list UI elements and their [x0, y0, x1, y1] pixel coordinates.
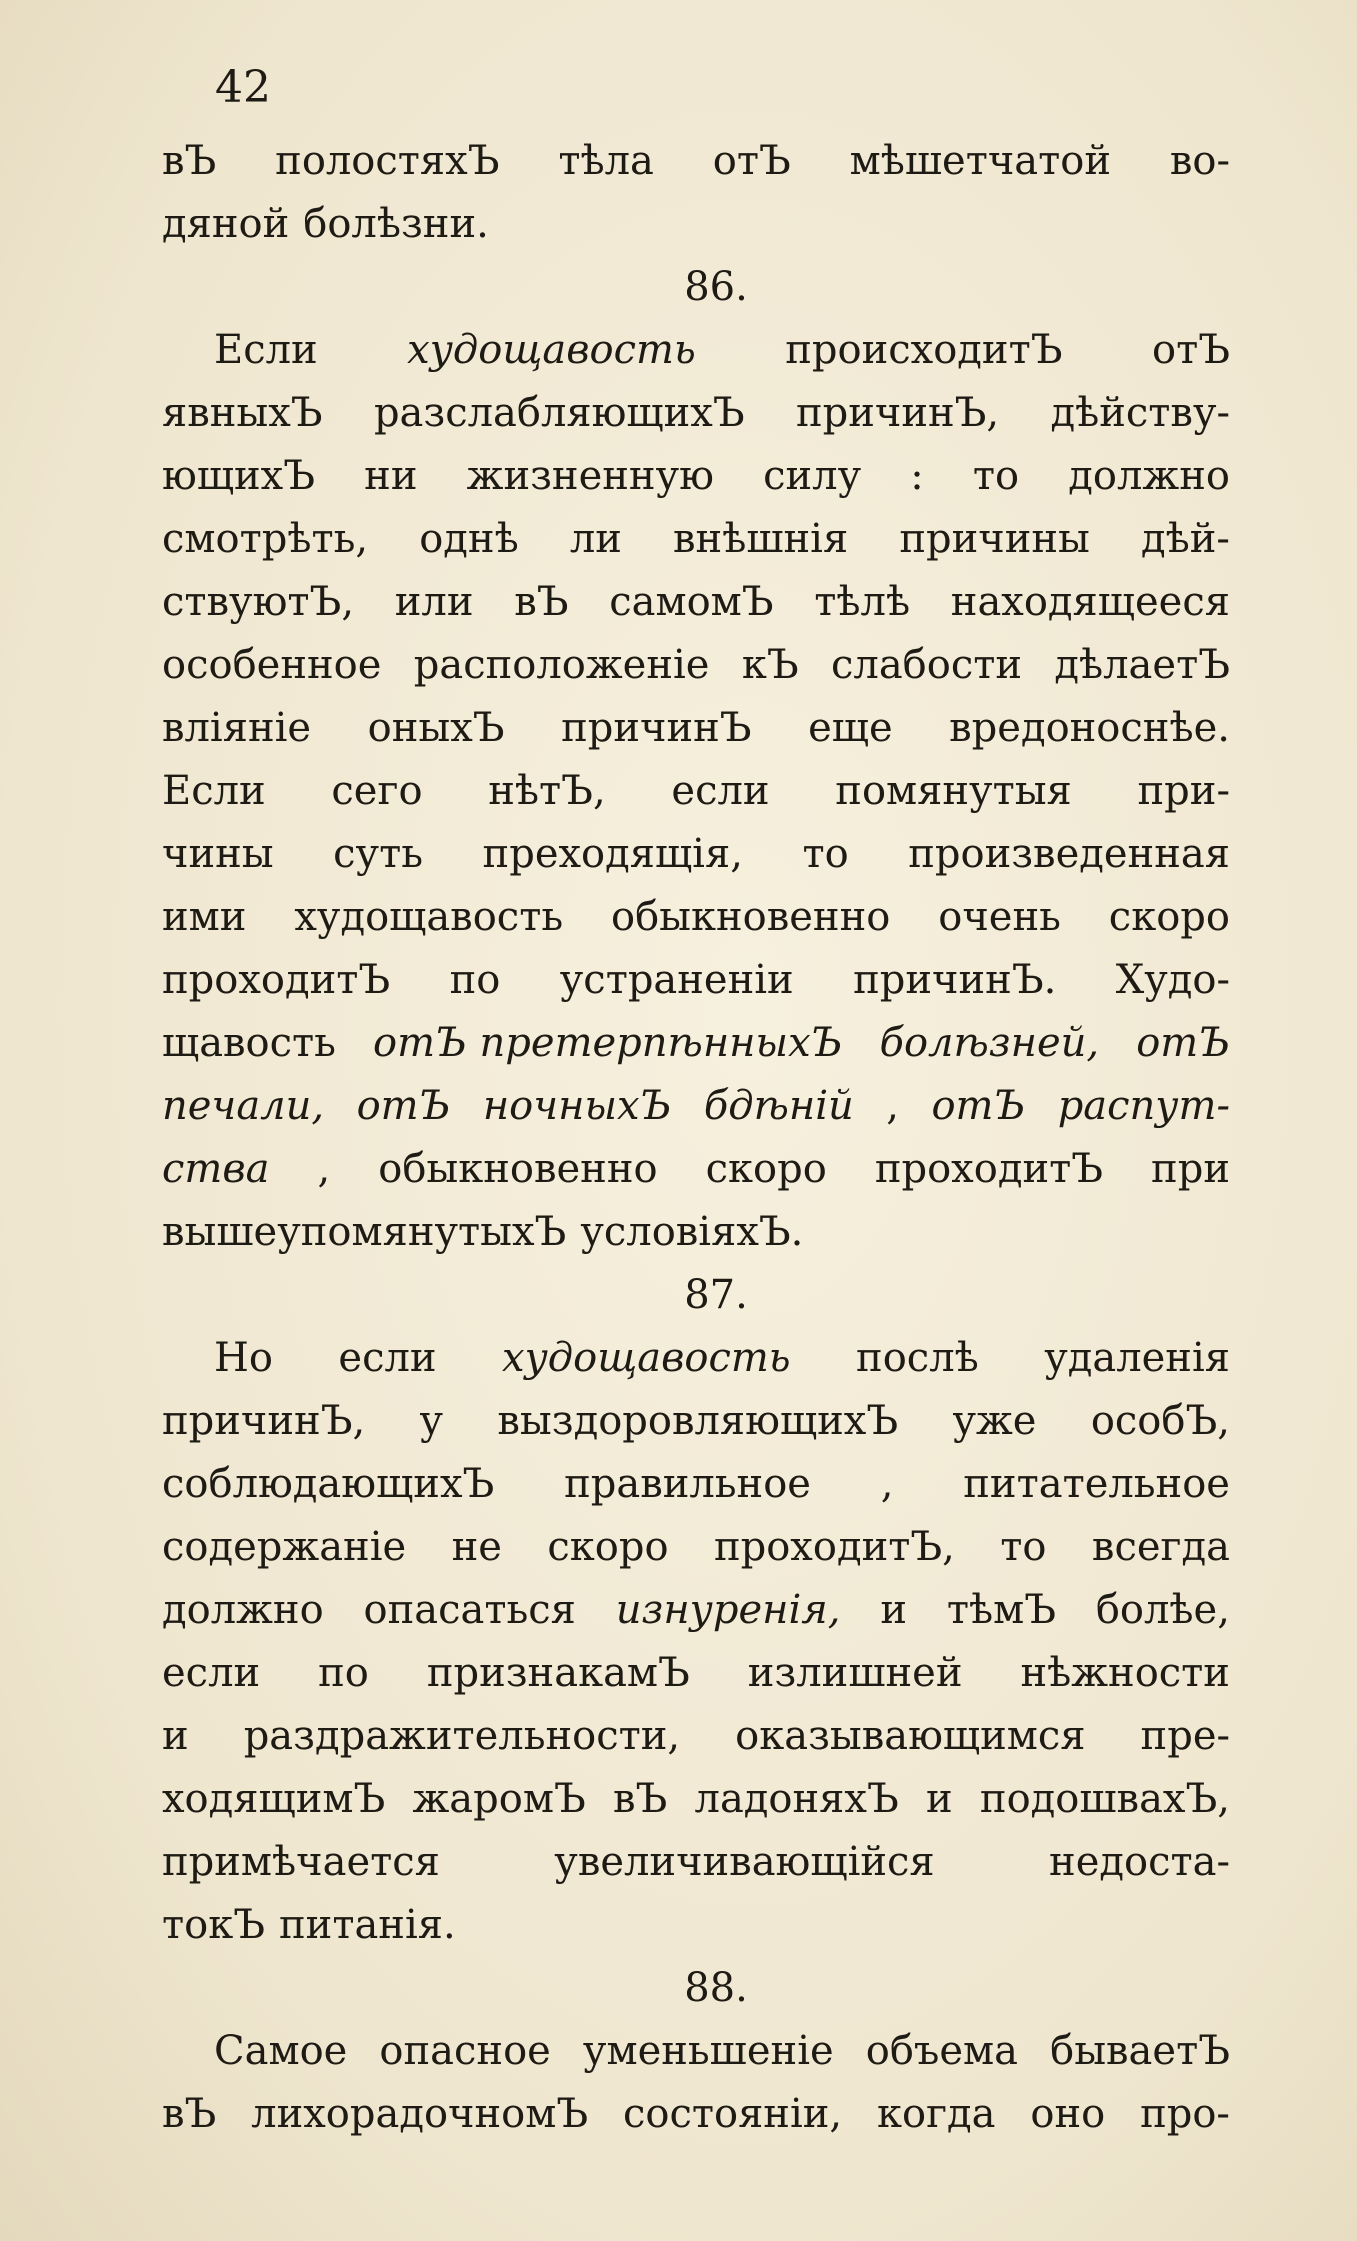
word: вышеупомянутыхЪ: [162, 1209, 567, 1255]
word: бываетЪ: [1050, 2028, 1230, 2074]
word: излишней: [747, 1650, 963, 1696]
word: у: [419, 1398, 444, 1444]
word: питанія.: [279, 1902, 456, 1948]
italic-word: изнуренія,: [615, 1587, 841, 1633]
word: ходящимЪ: [162, 1776, 386, 1822]
word: Худо-: [1115, 957, 1230, 1003]
italic-word: отЪ претерпѣнныхЪ: [373, 1020, 843, 1066]
word: раздражительности,: [243, 1713, 681, 1759]
word: внѣшнія: [673, 516, 849, 562]
word: слабости: [831, 642, 1023, 688]
word: оныхЪ: [367, 705, 505, 751]
word: устраненіи: [559, 957, 794, 1003]
italic-word: худощавость: [407, 327, 696, 373]
word: однѣ: [419, 516, 519, 562]
text-line: [162, 886, 1230, 949]
word: смотрѣть,: [162, 516, 369, 562]
text-line: [162, 445, 1230, 508]
word: ,: [886, 1083, 899, 1129]
word: болѣзни.: [303, 201, 489, 247]
section-number: 87.: [684, 1272, 748, 1318]
word: ладоняхЪ: [694, 1776, 899, 1822]
word: Но: [214, 1335, 273, 1381]
word: оно: [1030, 2091, 1106, 2137]
word: вЪ: [514, 579, 569, 625]
word: особЪ,: [1090, 1398, 1230, 1444]
word: Если: [214, 327, 318, 373]
text-line: [162, 571, 1230, 634]
word: жизненную: [466, 453, 714, 499]
word: то: [1000, 1524, 1047, 1570]
word: кЪ: [741, 642, 799, 688]
text-line: [162, 823, 1230, 886]
text-line: [162, 1075, 1230, 1138]
section-number: 88.: [684, 1965, 748, 2011]
word: опасное: [379, 2028, 551, 2074]
word: обыкновенно: [378, 1146, 658, 1192]
word: токЪ: [162, 1902, 265, 1948]
italic-word: отЪ: [356, 1083, 451, 1129]
italic-word: худощавость: [502, 1335, 791, 1381]
word: недоста-: [1049, 1839, 1230, 1885]
word: должно: [162, 1587, 324, 1633]
word: если: [338, 1335, 437, 1381]
word: нѣтЪ,: [488, 768, 606, 814]
word: и: [880, 1587, 908, 1633]
word: дяной: [162, 201, 290, 247]
word: по: [449, 957, 501, 1003]
word: расположеніе: [413, 642, 710, 688]
word: опасаться: [363, 1587, 576, 1633]
text-line: [162, 697, 1230, 760]
word: помянутыя: [835, 768, 1072, 814]
word: щавость: [162, 1020, 336, 1066]
text-line: [162, 1894, 1230, 1957]
word: соблюдающихЪ: [162, 1461, 495, 1507]
word: питательное: [963, 1461, 1230, 1507]
text-line: [162, 1516, 1230, 1579]
italic-word: распут-: [1057, 1083, 1230, 1129]
italic-word: бдѣній: [703, 1083, 854, 1129]
text-line: [162, 1831, 1230, 1894]
word: обыкновенно: [611, 894, 891, 940]
text-line: [162, 1390, 1230, 1453]
word: чины: [162, 831, 274, 877]
word: во-: [1169, 138, 1230, 184]
word: если: [162, 1650, 261, 1696]
word: то: [972, 453, 1020, 499]
word: и: [162, 1713, 189, 1759]
word: ими: [162, 894, 247, 940]
word: вліяніе: [162, 705, 312, 751]
word: причинЪ,: [795, 390, 1000, 436]
italic-word: болѣзней,: [879, 1020, 1100, 1066]
word: по: [318, 1650, 369, 1696]
text-line: [162, 1642, 1230, 1705]
text-line: [162, 382, 1230, 445]
word: дѣлаетЪ: [1054, 642, 1230, 688]
word: находящееся: [950, 579, 1230, 625]
italic-word: печали,: [162, 1083, 325, 1129]
word: тѣла: [558, 138, 654, 184]
text-line: [162, 1768, 1230, 1831]
word: или: [394, 579, 474, 625]
word: то: [802, 831, 849, 877]
word: выздоровляющихЪ: [497, 1398, 899, 1444]
word: и: [925, 1776, 953, 1822]
word: :: [910, 453, 924, 499]
text-line: [162, 1012, 1230, 1075]
text-line: [162, 2020, 1230, 2083]
word: ,: [317, 1146, 331, 1192]
word: пре-: [1140, 1713, 1230, 1759]
word: силу: [763, 453, 862, 499]
word: отЪ: [712, 138, 791, 184]
word: вЪ: [162, 138, 217, 184]
text-line: [162, 319, 1230, 382]
word: проходитЪ: [162, 957, 391, 1003]
text-line: [162, 1327, 1230, 1390]
word: признакамЪ: [426, 1650, 690, 1696]
word: особенное: [162, 642, 382, 688]
word: жаромЪ: [412, 1776, 586, 1822]
word: Если: [162, 768, 266, 814]
word: разслабляющихЪ: [373, 390, 745, 436]
word: дѣй-: [1141, 516, 1230, 562]
word: дѣйству-: [1050, 390, 1230, 436]
word: ли: [569, 516, 622, 562]
text-line: [162, 1201, 1230, 1264]
word: очень: [938, 894, 1061, 940]
italic-word: ства: [162, 1146, 270, 1192]
text-line: [162, 949, 1230, 1012]
word: увеличивающійся: [554, 1839, 935, 1885]
word: удаленія: [1044, 1335, 1230, 1381]
word: ,: [880, 1461, 894, 1507]
word: произведенная: [908, 831, 1230, 877]
word: причины: [899, 516, 1090, 562]
word: преходящія,: [482, 831, 743, 877]
word: полостяхЪ: [275, 138, 500, 184]
page-text: [162, 130, 1230, 2146]
italic-word: отЪ: [1136, 1020, 1230, 1066]
word: скоро: [705, 1146, 827, 1192]
word: объема: [865, 2028, 1019, 2074]
word: лихорадочномЪ: [251, 2091, 589, 2137]
word: тѣмЪ: [946, 1587, 1056, 1633]
italic-word: ночныхЪ: [482, 1083, 672, 1129]
word: ствуютЪ,: [162, 579, 355, 625]
word: когда: [877, 2091, 996, 2137]
page-number: 42: [215, 62, 271, 113]
text-line: [162, 193, 1230, 256]
word: состояніи,: [622, 2091, 843, 2137]
word: ни: [364, 453, 418, 499]
word: должно: [1068, 453, 1230, 499]
text-line: [162, 130, 1230, 193]
word: условіяхЪ.: [580, 1209, 804, 1255]
word: тѣлѣ: [814, 579, 911, 625]
word: причинЪ.: [853, 957, 1057, 1003]
word: оказывающимся: [735, 1713, 1086, 1759]
word: ющихЪ: [162, 453, 316, 499]
word: причинЪ,: [162, 1398, 366, 1444]
word: проходитЪ,: [713, 1524, 955, 1570]
word: при-: [1137, 768, 1230, 814]
text-line: [162, 2083, 1230, 2146]
word: про-: [1140, 2091, 1230, 2137]
text-line: [162, 1138, 1230, 1201]
word: не: [451, 1524, 502, 1570]
word: проходитЪ: [874, 1146, 1104, 1192]
word: причинЪ: [561, 705, 752, 751]
word: самомЪ: [609, 579, 774, 625]
word: Самое: [214, 2028, 348, 2074]
word: мѣшетчатой: [849, 138, 1111, 184]
word: отЪ: [1151, 327, 1230, 373]
word: нѣжности: [1020, 1650, 1230, 1696]
word: вредоноснѣе.: [949, 705, 1230, 751]
word: содержаніе: [162, 1524, 407, 1570]
word: суть: [333, 831, 423, 877]
word: уже: [952, 1398, 1037, 1444]
word: вЪ: [162, 2091, 217, 2137]
word: подошвахЪ,: [979, 1776, 1230, 1822]
word: при: [1151, 1146, 1230, 1192]
word: явныхЪ: [162, 390, 323, 436]
word: скоро: [1108, 894, 1230, 940]
word: правильное: [564, 1461, 811, 1507]
word: скоро: [547, 1524, 669, 1570]
text-line: [162, 1705, 1230, 1768]
word: вЪ: [612, 1776, 668, 1822]
word: уменьшеніе: [582, 2028, 834, 2074]
word: происходитЪ: [785, 327, 1063, 373]
word: примѣчается: [162, 1839, 440, 1885]
word: болѣе,: [1095, 1587, 1230, 1633]
word: худощавость: [294, 894, 564, 940]
text-line: [162, 1579, 1230, 1642]
section-number: 86.: [684, 264, 748, 310]
word: всегда: [1091, 1524, 1230, 1570]
word: сего: [331, 768, 423, 814]
word: если: [671, 768, 770, 814]
word: послѣ: [856, 1335, 979, 1381]
text-line: [162, 1453, 1230, 1516]
text-line: [162, 760, 1230, 823]
word: еще: [808, 705, 893, 751]
text-line: [162, 508, 1230, 571]
text-line: [162, 634, 1230, 697]
italic-word: отЪ: [931, 1083, 1026, 1129]
